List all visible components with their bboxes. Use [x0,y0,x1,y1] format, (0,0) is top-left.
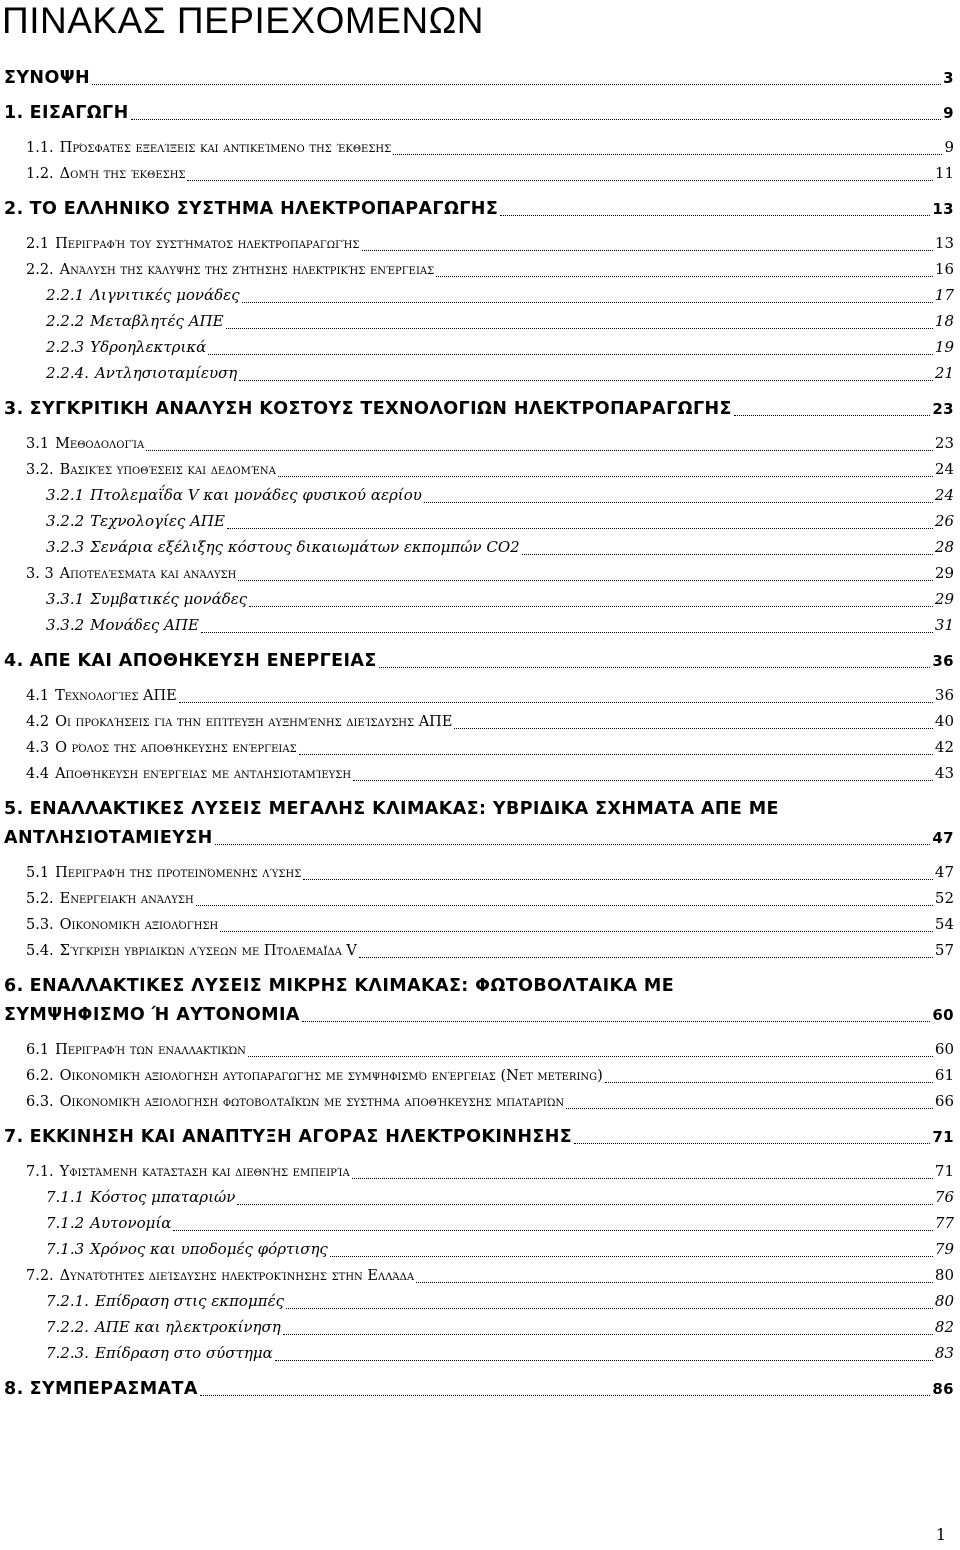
toc-entry-title: Ενεργειακή ανάλυση [59,891,194,907]
toc-entry-page: 36 [934,686,954,704]
toc-entry-title: Τεχνολογίες ΑΠΕ [90,512,225,530]
toc-entry-page: 40 [934,712,954,730]
toc-entry[interactable] [0,712,960,733]
toc-entry-title: Αποτελέσματα και ανάλυση [59,566,237,582]
toc-entry-title: ΣΥΜΨΗΦΙΣΜΟ Ή ΑΥΤΟΝΟΜΙΑ [4,1005,300,1025]
toc-entry-title: Πρόσφατες εξελίξεις και αντικείμενο της έκθεσης [59,140,392,156]
toc-entry[interactable] [0,686,960,707]
toc-entry-title: Κόστος μπαταριών [90,1188,236,1206]
toc-entry[interactable] [0,1240,960,1261]
toc-dot-leader [226,327,933,329]
toc-entry-page: 23 [932,400,954,418]
toc-entry-title: Αυτονομία [90,1214,172,1232]
toc-dot-leader [179,701,933,703]
toc-dot-leader [187,179,932,181]
toc-entry[interactable] [0,889,960,910]
toc-entry-title: Επίδραση στις εκπομπές [94,1292,285,1310]
toc-entry[interactable] [0,1318,960,1339]
toc-entry-number: 8. [4,1379,24,1399]
toc-entry[interactable] [0,260,960,281]
toc-dot-leader [201,631,933,633]
toc-entry[interactable] [0,460,960,481]
toc-entry[interactable] [0,1292,960,1313]
toc-entry-page: 83 [934,1344,954,1362]
toc-entry-title: Περιγραφή της προτεινόμενης λύσης [55,865,302,881]
toc-entry[interactable] [0,764,960,785]
toc-dot-leader [220,930,933,932]
toc-entry-title: Σύγκριση υβριδικών λύσεων με Πτολεμαΐδα V [59,943,357,959]
toc-dot-leader [92,83,941,85]
toc-entry[interactable] [0,164,960,185]
toc-entry[interactable] [0,828,960,849]
toc-entry-number: 4. [4,651,24,671]
toc-entry-number: 7.1.1 [46,1188,85,1206]
toc-entry-number: 3.2.1 [46,486,85,504]
toc-entry[interactable] [0,1214,960,1235]
toc-entry-title: ΕΝΑΛΛΑΚΤΙΚΕΣ ΛΥΣΕΙΣ ΜΙΚΡΗΣ ΚΛΙΜΑΚΑΣ: ΦΩΤΟΒΟΛΤΑΙΚΑ ΜΕ [29,976,675,996]
toc-entry-page: 31 [934,616,954,634]
toc-dot-leader [275,1359,933,1361]
toc-entry-number: 1.2. [26,166,54,182]
toc-entry-title: Οικονομική αξιολόγηση [59,917,219,933]
toc-dot-leader [299,753,933,755]
toc-entry-number: 5.2. [26,891,54,907]
toc-entry[interactable] [0,863,960,884]
toc-dot-leader [286,1307,933,1309]
toc-dot-leader [239,379,933,381]
toc-entry-number: 2.1 [26,236,50,252]
toc-entry-title: Ο ρόλος της αποθήκευσης ενέργειας [55,740,297,756]
table-of-contents [0,68,960,1400]
toc-entry[interactable] [0,399,960,420]
toc-dot-leader [352,1177,933,1179]
toc-entry-page: 13 [932,200,954,218]
toc-entry[interactable] [0,941,960,962]
toc-entry-page: 26 [934,512,954,530]
toc-entry-title: Οικονομική αξιολόγηση φωτοβολταϊκών με συστημα αποθήκευσης μπαταριών [59,1094,565,1110]
toc-entry-page: 9 [943,104,954,122]
toc-entry-number: 7.1. [26,1164,54,1180]
toc-entry[interactable] [0,103,960,124]
toc-entry-number: 7.2.1. [46,1292,89,1310]
toc-dot-leader [303,878,933,880]
toc-entry-number: 5.3. [26,917,54,933]
toc-entry[interactable] [0,1266,960,1287]
toc-entry[interactable] [0,616,960,637]
toc-entry-number: 3. 3 [26,566,54,582]
toc-entry-page: 13 [934,234,954,252]
toc-entry-page: 61 [934,1066,954,1084]
toc-entry[interactable] [0,538,960,559]
toc-entry-number: 4.4 [26,766,50,782]
toc-entry-number: 7.2.2. [46,1318,89,1336]
toc-entry-page: 54 [934,915,954,933]
toc-entry[interactable] [0,1005,960,1026]
toc-dot-leader [131,118,942,120]
toc-entry-title: Μεθοδολογία [55,436,145,452]
toc-dot-leader [238,579,933,581]
toc-entry-title: Δομή της έκθεσης [59,166,186,182]
toc-dot-leader [173,1229,933,1231]
toc-entry-number: 1.1. [26,140,54,156]
toc-entry-page: 42 [934,738,954,756]
toc-entry[interactable] [0,738,960,759]
toc-entry-number: 3.2.3 [46,538,85,556]
toc-entry[interactable] [0,1379,960,1400]
toc-entry[interactable] [0,1344,960,1365]
toc-entry-title: ΑΝΤΛΗΣΙΟΤΑΜΙΕΥΣΗ [4,828,213,848]
toc-entry-title: Σενάρια εξέλιξης κόστους δικαιωμάτων εκπομπών CO2 [90,538,520,556]
toc-entry-number: 4.3 [26,740,50,756]
toc-entry-number: 2.2.2 [46,312,85,330]
toc-entry-number: 4.1 [26,688,50,704]
toc-entry-page: 47 [934,863,954,881]
toc-entry-title: ΣΥΓΚΡΙΤΙΚΗ ΑΝΑΛΥΣΗ ΚΟΣΤΟΥΣ ΤΕΧΝΟΛΟΓΙΩΝ ΗΛΕΚΤΡΟΠΑΡΑΓΩΓΗΣ [29,399,732,419]
toc-dot-leader [302,1020,930,1022]
toc-entry-page: 24 [934,460,954,478]
toc-entry-page: 57 [934,941,954,959]
toc-entry-number: 3.3.1 [46,590,85,608]
toc-entry-page: 79 [934,1240,954,1258]
toc-entry-number: 5. [4,799,24,819]
toc-dot-leader [574,1142,930,1144]
toc-entry-title: Επίδραση στο σύστημα [94,1344,273,1362]
toc-entry-title: ΕΝΑΛΛΑΚΤΙΚΕΣ ΛΥΣΕΙΣ ΜΕΓΑΛΗΣ ΚΛΙΜΑΚΑΣ: ΥΒΡΙΔΙΚΑ ΣΧΗΜΑΤΑ ΑΠΕ ΜΕ [29,799,779,819]
toc-entry[interactable] [0,1040,960,1061]
toc-entry-page: 60 [934,1040,954,1058]
toc-entry-title: Υφιστάμενη κατάσταση και διεθνής εμπειρία [59,1164,350,1180]
toc-entry-page: 18 [934,312,954,330]
toc-entry-page: 9 [944,138,954,156]
toc-entry-page: 3 [943,69,954,87]
toc-entry-page: 82 [934,1318,954,1336]
toc-entry[interactable] [0,138,960,159]
toc-entry-page: 24 [934,486,954,504]
toc-entry-number: 1. [4,103,24,123]
toc-entry-title: Λιγνιτικές μονάδες [90,286,240,304]
toc-entry-number: 6.2. [26,1068,54,1084]
toc-entry-page: 66 [934,1092,954,1110]
page-number: 1 [935,1525,946,1544]
toc-entry[interactable] [0,1092,960,1113]
toc-entry-title: Αντλησιοταμίευση [94,364,238,382]
toc-dot-leader [605,1081,933,1083]
toc-entry-page: 77 [934,1214,954,1232]
toc-dot-leader [393,153,942,155]
toc-dot-leader [522,553,933,555]
page-title: ΠΙΝΑΚΑΣ ΠΕΡΙΕΧΟΜΕΝΩΝ [2,0,485,41]
toc-dot-leader [353,779,933,781]
toc-entry-page: 36 [932,652,954,670]
toc-entry[interactable] [0,1127,960,1148]
toc-dot-leader [566,1107,933,1109]
toc-entry[interactable] [0,915,960,936]
toc-entry-number: 3.2.2 [46,512,85,530]
toc-entry-title: ΕΙΣΑΓΩΓΗ [29,103,129,123]
toc-entry[interactable] [0,286,960,307]
toc-entry-page: 47 [932,829,954,847]
toc-entry-title: Περιγραφή του συστήματος ηλεκτροπαραγωγής [55,236,360,252]
toc-entry-title: Δυνατότητες διείσδυσης ηλεκτροκίνησης στην Ελλάδα [59,1268,415,1284]
toc-entry-title: ΣΥΜΠΕΡΑΣΜΑΤΑ [29,1379,198,1399]
toc-entry[interactable] [0,434,960,455]
toc-dot-leader [454,727,932,729]
toc-dot-leader [330,1255,933,1257]
toc-entry-page: 29 [934,590,954,608]
toc-dot-leader [242,301,933,303]
toc-dot-leader [436,275,933,277]
toc-entry-number: 3.2. [26,462,54,478]
toc-entry[interactable] [0,651,960,672]
toc-entry-title: Μονάδες ΑΠΕ [90,616,199,634]
toc-dot-leader [283,1333,933,1335]
toc-entry-number: 6. [4,976,24,996]
toc-entry-number: 3.1 [26,436,50,452]
toc-dot-leader [249,605,933,607]
toc-dot-leader [237,1203,933,1205]
toc-dot-leader [359,956,933,958]
toc-dot-leader [196,904,933,906]
toc-entry-title: Τεχνολογίες ΑΠΕ [55,688,177,704]
toc-entry-number: 2.2.1 [46,286,85,304]
toc-dot-leader [416,1281,933,1283]
toc-entry-number: 7.2. [26,1268,54,1284]
toc-entry-page: 86 [932,1380,954,1398]
toc-dot-leader [227,527,933,529]
toc-entry-page: 52 [934,889,954,907]
toc-entry-number: 2.2. [26,262,54,278]
toc-entry-page: 21 [934,364,954,382]
toc-entry-title: Υδροηλεκτρικά [90,338,207,356]
toc-entry[interactable] [0,590,960,611]
toc-entry-title: Οικονομική αξιολόγηση αυτοπαραγωγής με συμψηφισμό ενέργειας (Net metering) [59,1068,603,1084]
toc-entry-title: ΤΟ ΕΛΛΗΝΙΚΟ ΣΥΣΤΗΜΑ ΗΛΕΚΤΡΟΠΑΡΑΓΩΓΗΣ [29,199,499,219]
toc-dot-leader [734,414,930,416]
toc-entry-number: 2.2.4. [46,364,89,382]
toc-entry-page: 11 [934,164,954,182]
toc-entry[interactable] [0,976,960,997]
toc-entry[interactable] [0,564,960,585]
toc-entry-page: 28 [934,538,954,556]
toc-entry-title: Χρόνος και υποδομές φόρτισης [90,1240,328,1258]
toc-entry-page: 71 [932,1128,954,1146]
toc-entry-number: 3.3.2 [46,616,85,634]
toc-entry-number: 6.3. [26,1094,54,1110]
toc-entry-page: 76 [934,1188,954,1206]
toc-entry-title: ΣΥΝΟΨΗ [4,68,91,88]
toc-entry-title: Οι προκλήσεις για την επίτευξη αυξημένης διείσδυσης ΑΠΕ [55,714,453,730]
toc-dot-leader [146,449,933,451]
toc-dot-leader [215,843,931,845]
toc-entry-title: ΕΚΚΙΝΗΣΗ ΚΑΙ ΑΝΑΠΤΥΞΗ ΑΓΟΡΑΣ ΗΛΕΚΤΡΟΚΙΝΗΣΗΣ [29,1127,573,1147]
toc-entry-page: 43 [934,764,954,782]
toc-entry[interactable] [0,68,960,89]
toc-entry-title: ΑΠΕ και ηλεκτροκίνηση [94,1318,281,1336]
toc-entry-title: Μεταβλητές ΑΠΕ [90,312,224,330]
toc-entry[interactable] [0,486,960,507]
toc-entry-page: 19 [934,338,954,356]
toc-dot-leader [362,249,933,251]
toc-dot-leader [379,666,931,668]
toc-entry-number: 4.2 [26,714,50,730]
toc-entry[interactable] [0,1066,960,1087]
toc-entry[interactable] [0,199,960,220]
toc-entry-number: 6.1 [26,1042,50,1058]
toc-dot-leader [278,475,933,477]
toc-entry-number: 5.4. [26,943,54,959]
toc-entry-number: 7.2.3. [46,1344,89,1362]
toc-entry-page: 60 [932,1006,954,1024]
toc-entry-number: 3. [4,399,24,419]
toc-entry-title: Συμβατικές μονάδες [90,590,248,608]
toc-entry[interactable] [0,512,960,533]
toc-entry[interactable] [0,799,960,820]
toc-entry[interactable] [0,312,960,333]
toc-entry[interactable] [0,338,960,359]
toc-entry-title: Περιγραφή των εναλλακτικών [55,1042,246,1058]
toc-entry-number: 7.1.3 [46,1240,85,1258]
toc-entry-page: 71 [934,1162,954,1180]
toc-entry-title: Ανάλυση της κάλυψης της ζήτησης ηλεκτρικής ενέργειας [59,262,435,278]
toc-entry[interactable] [0,234,960,255]
toc-entry-title: Βασικές υποθέσεις και δεδομένα [59,462,276,478]
toc-entry-page: 29 [934,564,954,582]
toc-entry[interactable] [0,1188,960,1209]
toc-dot-leader [248,1055,933,1057]
toc-dot-leader [208,353,933,355]
toc-dot-leader [424,501,933,503]
toc-entry-title: Πτολεμαΐδα V και μονάδες φυσικού αερίου [90,486,422,504]
toc-entry-page: 23 [934,434,954,452]
toc-entry-page: 17 [934,286,954,304]
toc-entry-page: 80 [934,1266,954,1284]
toc-entry-number: 7. [4,1127,24,1147]
toc-entry-page: 80 [934,1292,954,1310]
toc-entry-title: ΑΠΕ ΚΑΙ ΑΠΟΘΗΚΕΥΣΗ ΕΝΕΡΓΕΙΑΣ [29,651,377,671]
toc-entry-page: 16 [934,260,954,278]
toc-entry[interactable] [0,364,960,385]
toc-entry-number: 7.1.2 [46,1214,85,1232]
toc-dot-leader [500,214,930,216]
toc-entry-number: 2.2.3 [46,338,85,356]
toc-entry-number: 2. [4,199,24,219]
toc-dot-leader [200,1394,930,1396]
toc-entry[interactable] [0,1162,960,1183]
toc-entry-title: Αποθήκευση ενέργειας με αντλησιοταμίευση [55,766,352,782]
toc-entry-number: 5.1 [26,865,50,881]
